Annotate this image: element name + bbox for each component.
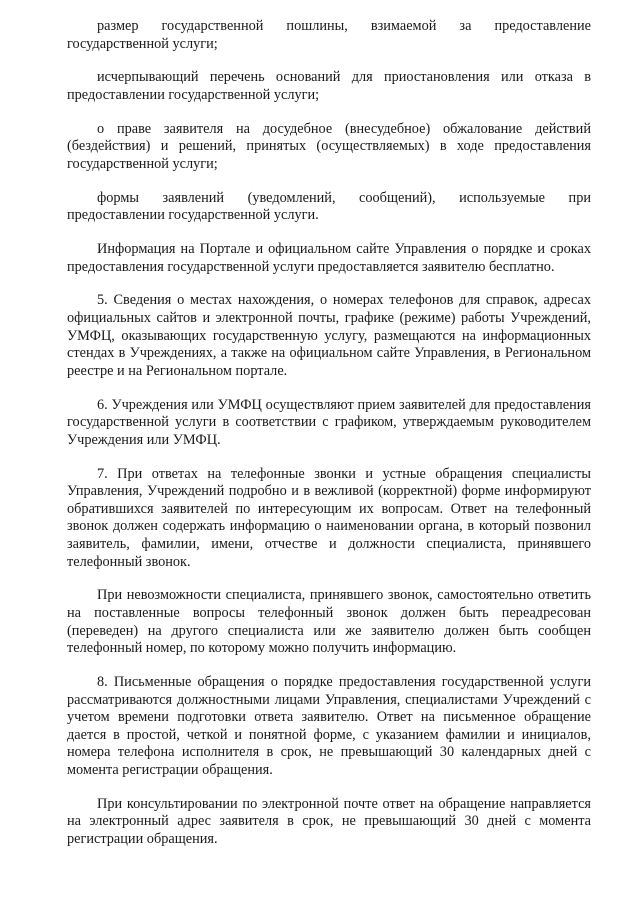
paragraph-section-7: 7. При ответах на телефонные звонки и устные обращения специалисты Управления, Учреждений подробно и в вежливой (корректной) форме информируют обратившихся заявителей по интересующим их вопросам. Ответ на телефонный звонок должен содержать информацию о наименовании органа, в который позвонил заявитель, фамилии, имени, отчестве и должности специалиста, принявшего телефонный звонок. — [67, 465, 591, 570]
paragraph-section-8: 8. Письменные обращения о порядке предоставления государственной услуги рассматриваются должностными лицами Управления, специалистами Учреждений с учетом времени подготовки ответа заявителю. Ответ на письменное обращение дается в простой, четкой и понятной форме, с указанием фамилии и инициалов, номера телефона исполнителя в срок, не превышающий 30 календарных дней с момента регистрации обращения. — [67, 673, 591, 778]
paragraph-section-6: 6. Учреждения или УМФЦ осуществляют прием заявителей для предоставления государственной услуги в соответствии с графиком, утверждаемым руководителем Учреждения или УМФЦ. — [67, 396, 591, 448]
paragraph-refusal-grounds: исчерпывающий перечень оснований для приостановления или отказа в предоставлении государственной услуги; — [67, 69, 591, 103]
document-page — [67, 18, 591, 865]
paragraph-appeal-right: о праве заявителя на досудебное (внесудебное) обжалование действий (бездействия) и решений, принятых (осуществляемых) в ходе предоставления государственной услуги; — [67, 120, 591, 172]
paragraph-state-fee: размер государственной пошлины, взимаемой за предоставление государственной услуги; — [67, 18, 591, 52]
paragraph-call-redirect: При невозможности специалиста, принявшего звонок, самостоятельно ответить на поставленные вопросы телефонный звонок должен быть переадресован (переведен) на другого специалиста или же заявителю должен быть сообщен телефонный номер, по которому можно получить информацию. — [67, 587, 591, 657]
paragraph-section-5: 5. Сведения о местах нахождения, о номерах телефонов для справок, адресах официальных сайтов и электронной почты, графике (режиме) работы Учреждений, УМФЦ, оказывающих государственную услугу, размещаются на информационных стендах в Учреждениях, а также на официальном сайте Управления, в Региональном реестре и на Региональном портале. — [67, 292, 591, 379]
paragraph-application-forms: формы заявлений (уведомлений, сообщений), используемые при предоставлении государственной услуги. — [67, 189, 591, 224]
paragraph-free-information: Информация на Портале и официальном сайте Управления о порядке и сроках предоставления государственной услуги предоставляется заявителю бесплатно. — [67, 241, 591, 275]
paragraph-email-consulting: При консультировании по электронной почте ответ на обращение направляется на электронный адрес заявителя в срок, не превышающий 30 дней с момента регистрации обращения. — [67, 795, 591, 847]
